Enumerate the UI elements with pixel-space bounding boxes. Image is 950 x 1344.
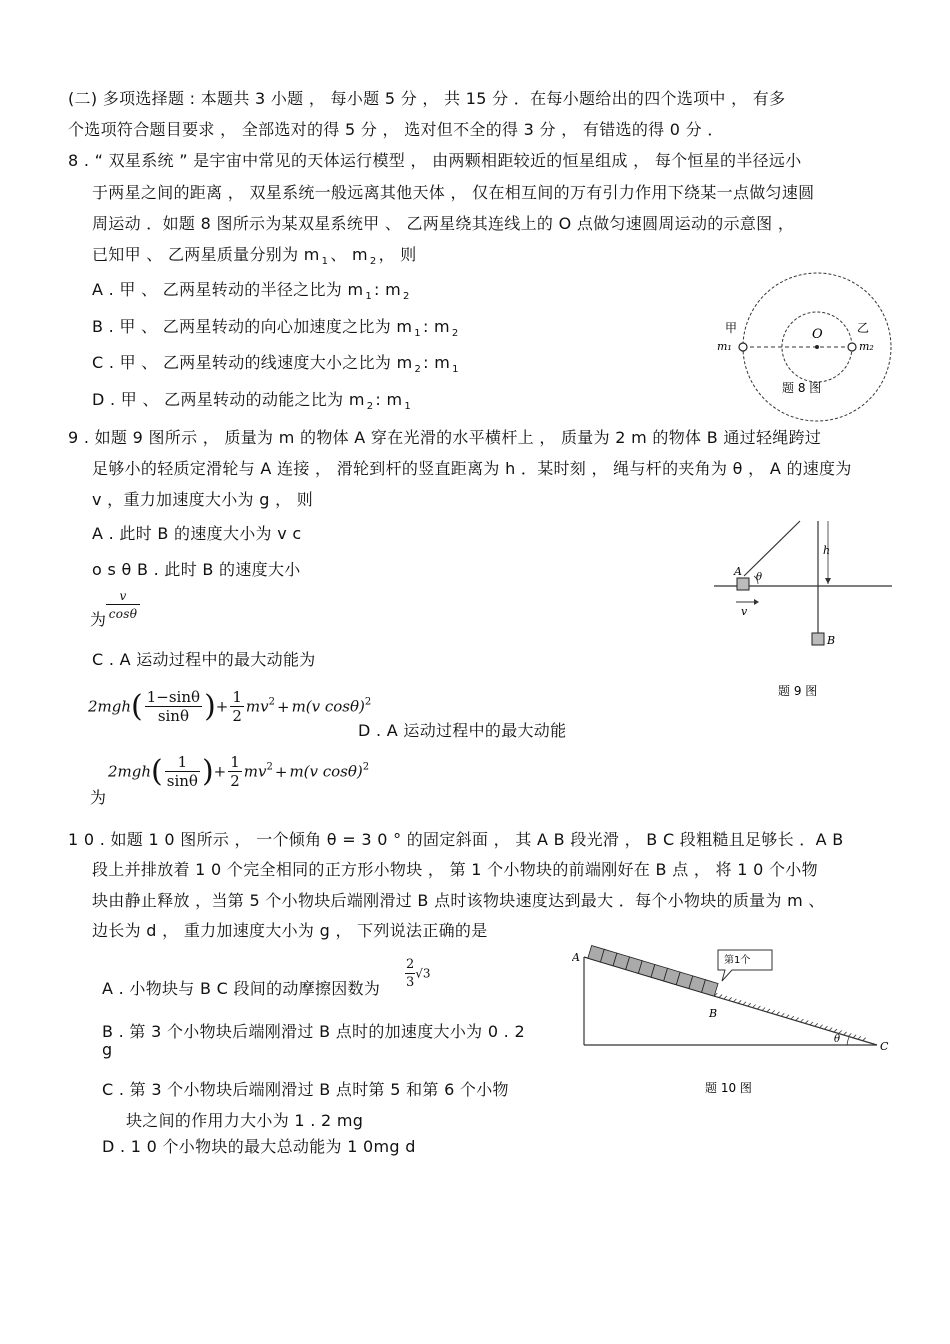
q10-option-c-cont: 块之间的作用力大小为 1 . 2 mg xyxy=(126,1111,364,1130)
q10-stem-line3: 块由静止释放 ，当第 5 个小物块后端刚滑过 B 点时该物块速度达到最大 ．每个小物块的质量为 m 、 xyxy=(92,891,825,910)
section-header-line1: (二) 多项选择题 : 本题共 3 小题 ， 每小题 5 分 ， 共 15 分 ．在每小题给出的四个选项中 ， 有多 xyxy=(68,89,786,108)
star-jia xyxy=(739,343,747,351)
label-m1: m₁ xyxy=(717,340,732,353)
block-row xyxy=(588,946,718,997)
q8-option-d: D . 甲 、 乙两星转动的动能之比为 m $_2$ : m $_1$ xyxy=(92,390,412,412)
q8-stem-line3: 周运动 ．如题 8 图所示为某双星系统甲 、 乙两星绕其连线上的 O 点做匀速圆周运动的示意图 ， xyxy=(92,214,795,233)
hatch-mark xyxy=(805,1020,808,1023)
q10-stem-line1: 1 0 . 如题 1 0 图所示 ， 一个倾角 θ = 3 0 ° 的固定斜面 ， 其 A B 段光滑 ， B C 段粗糙且足够长 ．A B xyxy=(68,830,844,849)
q10-option-b-cont: g xyxy=(102,1040,113,1059)
q10-stem-line4: 边长为 d ， 重力加速度大小为 g ， 下列说法正确的是 xyxy=(92,921,488,940)
hatch-mark xyxy=(738,1000,741,1003)
hatch-mark xyxy=(772,1010,775,1013)
star-yi xyxy=(848,343,856,351)
h-arrow xyxy=(825,578,831,584)
hatch-mark xyxy=(815,1023,818,1026)
rough-hatching xyxy=(714,993,865,1041)
hatch-mark xyxy=(820,1025,823,1028)
block-a xyxy=(737,578,749,590)
label-theta: θ xyxy=(756,572,763,583)
q8-option-c: C . 甲 、 乙两星转动的线速度大小之比为 m $_2$ : m $_1$ xyxy=(92,353,459,375)
label-yi: 乙 xyxy=(857,321,870,335)
hatch-mark xyxy=(824,1026,827,1029)
callout-label: 第1个 xyxy=(724,955,751,966)
hatch-mark xyxy=(834,1029,837,1032)
label-m2: m₂ xyxy=(859,340,874,353)
q10-option-a: A . 小物块与 B C 段间的动摩擦因数为 xyxy=(102,979,381,998)
hatch-mark xyxy=(829,1028,832,1031)
hatch-mark xyxy=(748,1003,751,1006)
q9-stem-line2: 足够小的轻质定滑轮与 A 连接 ， 滑轮到杆的竖直距离为 h ．某时刻 ， 绳与杆的夹角为 θ ， A 的速度为 xyxy=(92,459,852,478)
block-b xyxy=(812,633,824,645)
q9-formula-d: 2mgh( $\frac{1}{\sin\theta}$ )+ $\frac{1}{2}$ $mv^2 + m(v$ cosθ)$^2$ xyxy=(108,753,370,790)
center-o xyxy=(815,345,819,349)
q10-option-b: B . 第 3 个小物块后端刚滑过 B 点时的加速度大小为 0 . 2 xyxy=(102,1022,525,1041)
q10-option-c: C . 第 3 个小物块后端刚滑过 B 点时第 5 和第 6 个小物 xyxy=(102,1080,509,1099)
q8-stem-line1: 8 . “ 双星系统 ” 是宇宙中常见的天体运行模型 ， 由两颗相距较近的恒星组成 ， 每个恒星的半径远小 xyxy=(68,151,802,170)
q9-formula-c: 2mgh( $\frac{1-\sin\theta}{\sin\theta}$ )+ $\frac{1}{2}$ $mv^2 + m(v$ cosθ)$^2$ xyxy=(88,688,372,725)
q8-option-b: B . 甲 、 乙两星转动的向心加速度之比为 m $_1$ : m $_2$ xyxy=(92,317,459,339)
rope-diagonal xyxy=(744,521,800,576)
label-a: A xyxy=(734,565,742,578)
label-c: C xyxy=(880,1040,889,1053)
q9-option-d-wei: 为 xyxy=(90,788,107,807)
hatch-mark xyxy=(724,996,727,999)
hatch-mark xyxy=(863,1038,866,1041)
q9-option-c: C . A 运动过程中的最大动能为 xyxy=(92,650,316,669)
q8-stem-line2: 于两星之间的距离 ， 双星系统一般远离其他天体 ， 仅在相互间的万有引力作用下绕某一点做匀速圆 xyxy=(92,183,815,202)
q8-option-a: A . 甲 、 乙两星转动的半径之比为 m $_1$ : m $_2$ xyxy=(92,280,410,302)
q10-stem-line2: 段上并排放着 1 0 个完全相同的正方形小物块 ， 第 1 个小物块的前端刚好在 B 点 ， 将 1 0 个小物 xyxy=(92,860,818,879)
hatch-mark xyxy=(781,1013,784,1016)
q9-option-a-b: o s θ B . 此时 B 的速度大小 xyxy=(92,560,301,579)
hatch-mark xyxy=(757,1006,760,1009)
theta-arc xyxy=(847,1037,849,1045)
figure-9-pulley xyxy=(708,518,898,700)
label-a: A xyxy=(572,951,580,964)
hatch-mark xyxy=(719,995,722,998)
label-b: B xyxy=(827,634,836,647)
hatch-mark xyxy=(853,1035,856,1038)
label-h: h xyxy=(823,544,831,557)
hatch-mark xyxy=(767,1009,770,1012)
label-b: B xyxy=(709,1007,718,1020)
figure-8-binary-star xyxy=(712,270,902,428)
hatch-mark xyxy=(786,1015,789,1018)
q9-option-a: A . 此时 B 的速度大小为 v c xyxy=(92,524,302,543)
hatch-mark xyxy=(777,1012,780,1015)
hatch-mark xyxy=(762,1008,765,1011)
hatch-mark xyxy=(844,1032,847,1035)
figure-9-caption: 题 9 图 xyxy=(778,684,818,698)
hatch-mark xyxy=(800,1019,803,1022)
velocity-arrowhead xyxy=(754,599,759,605)
hatch-mark xyxy=(733,999,736,1002)
section-header-line2: 个选项符合题目要求 ， 全部选对的得 5 分 ， 选对但不全的得 3 分 ， 有错选的得 0 分 ． xyxy=(68,120,724,139)
label-v: v xyxy=(741,605,748,618)
hatch-mark xyxy=(810,1022,813,1025)
label-theta: θ xyxy=(834,1034,841,1045)
figure-8-caption: 题 8 图 xyxy=(782,381,822,395)
hatch-mark xyxy=(729,997,732,1000)
hatch-mark xyxy=(848,1033,851,1036)
hatch-mark xyxy=(743,1002,746,1005)
q9-option-d: D . A 运动过程中的最大动能 xyxy=(358,721,567,740)
hatch-mark xyxy=(858,1036,861,1039)
hatch-mark xyxy=(753,1005,756,1008)
q9-stem-line1: 9 . 如题 9 图所示 ， 质量为 m 的物体 A 穿在光滑的水平横杆上 ， 质量为 2 m 的物体 B 通过轻绳跨过 xyxy=(68,428,822,447)
q9-stem-line3: v ，重力加速度大小为 g ， 则 xyxy=(92,490,314,509)
hatch-mark xyxy=(791,1016,794,1019)
q10-option-a-value: $\frac{2}{3}$ √3 xyxy=(406,957,431,990)
q10-option-d: D . 1 0 个小物块的最大总动能为 1 0mg d xyxy=(102,1137,416,1156)
figure-10-caption: 题 10 图 xyxy=(705,1081,752,1095)
label-o: O xyxy=(812,327,823,342)
q8-stem-line4: 已知甲 、 乙两星质量分别为 m $_1$ 、 m $_2$ ， 则 xyxy=(92,245,417,267)
figure-10-incline xyxy=(572,945,897,1095)
label-jia: 甲 xyxy=(725,321,738,335)
hatch-mark xyxy=(796,1018,799,1021)
